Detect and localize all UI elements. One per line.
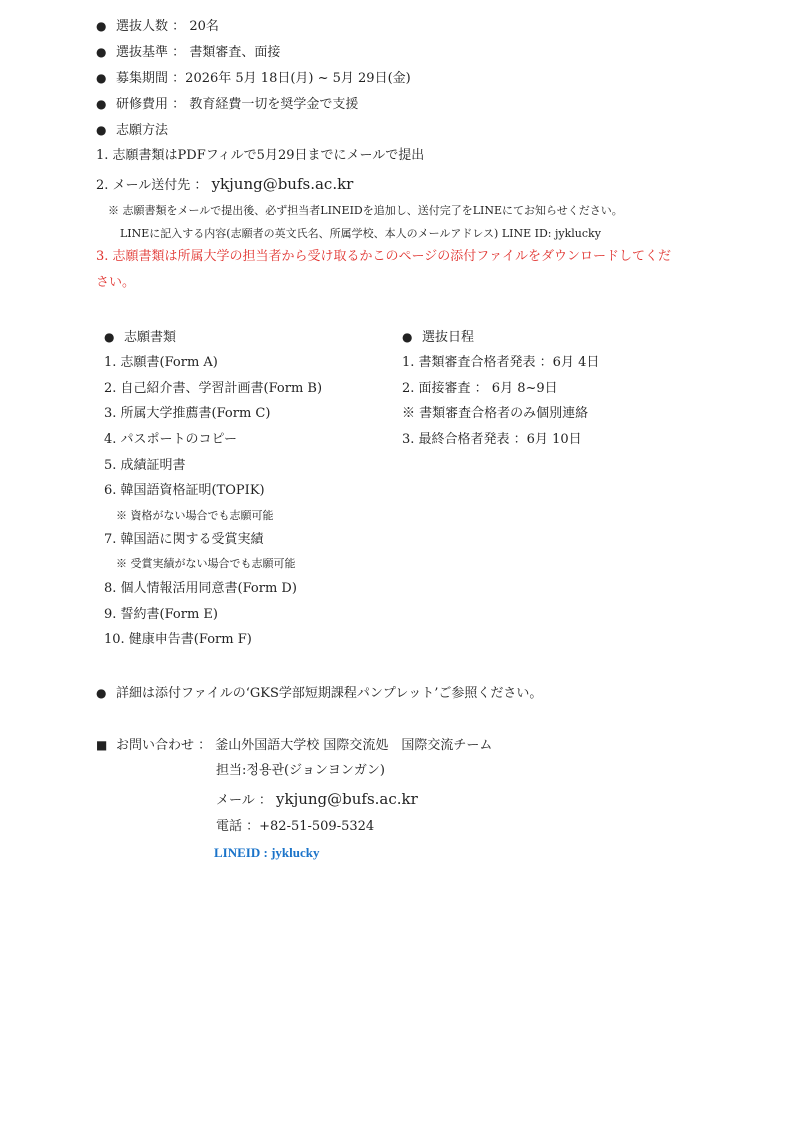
summary-label: 志願方法 (116, 123, 169, 138)
summary-value: 20名 (189, 19, 219, 34)
document-item: 5. 成績証明書 (104, 458, 186, 473)
contact-email-line: メール ： ykjung@bufs.ac.kr (216, 790, 418, 808)
summary-label: 研修費用 (116, 97, 169, 112)
summary-item: ● 選抜人数 ： 20名 (96, 19, 219, 34)
bullet-icon: ● (96, 97, 107, 111)
bullet-icon: ● (104, 330, 115, 344)
document-item: 4. パスポートのコピー (104, 432, 238, 447)
schedule-note: ※ 書類審査合格者のみ個別連絡 (402, 406, 589, 421)
document-item: 8. 個人情報活用同意書(Form D) (104, 581, 297, 596)
summary-value: 書類審査、面接 (189, 45, 281, 60)
method-step-3-line1: 3. 志願書類は所属大学の担当者から受け取るかこのページの添付ファイルをダウンロードしてくだ (96, 249, 672, 264)
document-note: ※ 資格がない場合でも志願可能 (116, 509, 274, 522)
summary-label: 選抜人数 (116, 19, 169, 34)
contact-email[interactable]: ykjung@bufs.ac.kr (276, 790, 418, 808)
square-icon: ■ (96, 738, 108, 752)
method-step-2: 2. メール送付先 ： ykjung@bufs.ac.kr (96, 175, 354, 193)
bullet-icon: ● (96, 71, 107, 85)
method-step-1: 1. 志願書類はPDFフィルで5月29日までにメールで提出 (96, 148, 425, 163)
schedule-item: 2. 面接審査 ： 6月 8~9日 (402, 381, 558, 396)
bullet-icon: ● (96, 45, 107, 59)
summary-label: 募集期間 (116, 71, 169, 86)
schedule-item: 1. 書類審査合格者発表 ：6月 4日 (402, 355, 600, 370)
schedule-item: 3. 最終合格者発表 ：6月 10日 (402, 432, 582, 447)
contact-org: 釜山外国語大学校 国際交流処 国際交流チーム (215, 738, 493, 753)
summary-item: ● 研修費用 ： 教育経費一切を奨学金で支援 (96, 97, 359, 112)
contact-label: お問い合わせ ： (116, 738, 212, 753)
document-item: 9. 誓約書(Form E) (104, 607, 218, 622)
contact-phone: 電話 ：+82-51-509-5324 (216, 819, 375, 834)
bullet-icon: ● (96, 686, 107, 700)
bullet-icon: ● (96, 123, 107, 137)
summary-item: ● 募集期間 ：2026年 5月 18日(月) ~ 5月 29日(金) (96, 71, 411, 86)
method-note-2: LINEに記入する内容(志願者の英文氏名、所属学校、本人のメールアドレス) LINE ID: jyklucky (120, 227, 601, 240)
bullet-icon: ● (402, 330, 413, 344)
document-item: 1. 志願書(Form A) (104, 355, 218, 370)
document-item: 2. 自己紹介書、学習計画書(Form B) (104, 381, 323, 396)
summary-value: 2026年 5月 18日(月) ~ 5月 29日(金) (185, 71, 411, 86)
summary-label: 選抜基準 (116, 45, 169, 60)
contact-heading (96, 736, 492, 755)
document-item: 7. 韓国語に関する受賞実績 (104, 532, 264, 547)
summary-item (96, 121, 168, 140)
email-link[interactable]: ykjung@bufs.ac.kr (211, 175, 354, 193)
document-item: 3. 所属大学推薦書(Form C) (104, 406, 271, 421)
documents-title: ● 志願書類 (104, 330, 177, 345)
document-item: 6. 韓国語資格証明(TOPIK) (104, 483, 265, 498)
details-note: ● 詳細は添付ファイルの‘GKS学部短期課程パンプレット’ご参照ください。 (96, 686, 543, 701)
contact-line-id: LINEID : jyklucky (214, 845, 320, 860)
summary-item: ● 選抜基準 ： 書類審査、面接 (96, 45, 281, 60)
method-note-1: ※ 志願書類をメールで提出後、必ず担当者LINEIDを追加し、送付完了をLINEにてお知らせください。 (108, 204, 623, 217)
document-note: ※ 受賞実績がない場合でも志願可能 (116, 557, 296, 570)
schedule-title: ● 選抜日程 (402, 330, 475, 345)
summary-value: 教育経費一切を奨学金で支援 (189, 97, 359, 112)
contact-person: 担当:정용관(ジョンヨンガン) (216, 763, 385, 778)
document-item: 10. 健康申告書(Form F) (104, 632, 252, 647)
method-step-3-line2: さい。 (96, 275, 136, 290)
bullet-icon: ● (96, 19, 107, 33)
